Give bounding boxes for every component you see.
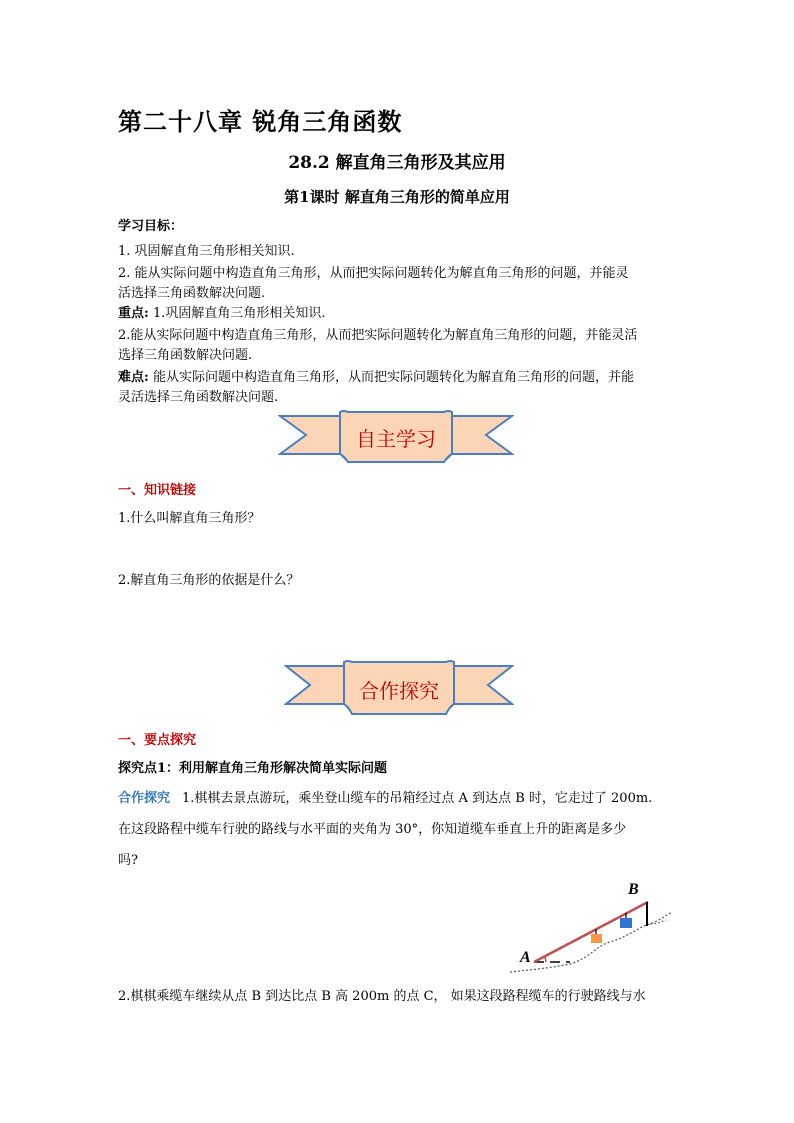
problem-2-line: 2.棋棋乘缆车继续从点 B 到达比点 B 高 200m 的点 C， 如果这段路程缆车的行驶路线与水 xyxy=(118,989,646,1004)
problem-1-line: 在这段路程中缆车行驶的路线与水平面的夹角为 30°，你知道缆车垂直上升的距离是多少 xyxy=(118,822,627,837)
objectives-heading: 学习目标： xyxy=(118,219,184,234)
objective-item: 1. 巩固解直角三角形相关知识. xyxy=(118,244,295,259)
difficulties-text: 能从实际问题中构造直角三角形，从而把实际问题转化为解直角三角形的问题，并能 xyxy=(148,370,634,385)
explore-point-heading: 探究点1：利用解直角三角形解决简单实际问题 xyxy=(118,761,388,776)
cooperative-explore-banner xyxy=(284,660,514,718)
point-b-label: B xyxy=(628,881,639,898)
cable-car-figure xyxy=(500,876,680,980)
self-study-banner xyxy=(278,410,514,466)
cable-car-orange xyxy=(591,934,602,943)
key-points-label: 重点: xyxy=(118,306,149,321)
key-explore-heading: 一、要点探究 xyxy=(118,733,197,748)
knowledge-link-heading: 一、知识链接 xyxy=(118,483,197,498)
key-points-line: 2.能从实际问题中构造直角三角形，从而把实际问题转化为解直角三角形的问题，并能灵活 xyxy=(118,328,638,343)
difficulties-line: 灵活选择三角函数解决问题. xyxy=(118,390,279,405)
point-a-label: A xyxy=(520,949,531,966)
cable-car-blue xyxy=(620,918,632,928)
cooperative-explore-label: 合作探究 xyxy=(118,791,171,806)
problem-1-line: 吗? xyxy=(118,853,138,868)
key-points-line: 选择三角函数解决问题. xyxy=(118,348,253,363)
chapter-title: 第二十八章 锐角三角函数 xyxy=(118,107,403,136)
self-study-banner-text: 自主学习 xyxy=(356,427,436,451)
difficulties-label: 难点: xyxy=(118,370,149,385)
key-points-line xyxy=(118,305,325,323)
objective-item: 活选择三角函数解决问题. xyxy=(118,286,266,301)
lesson-title: 第1课时 解直角三角形的简单应用 xyxy=(284,188,510,206)
key-points-text: 1.巩固解直角三角形相关知识. xyxy=(148,306,326,321)
difficulties-line xyxy=(118,369,634,387)
section-title: 28.2 解直角三角形及其应用 xyxy=(288,153,506,173)
objective-item: 2. 能从实际问题中构造直角三角形，从而把实际问题转化为解直角三角形的问题，并能灵 xyxy=(118,266,629,281)
question-1: 1.什么叫解直角三角形？ xyxy=(118,511,261,526)
cooperative-explore-banner-text: 合作探究 xyxy=(359,679,439,703)
question-2: 2.解直角三角形的依据是什么？ xyxy=(118,573,300,588)
problem-1-line xyxy=(118,786,652,812)
problem-1-text: 1.棋棋去景点游玩，乘坐登山缆车的吊箱经过点 A 到达点 B 时，它走过了 200m. xyxy=(182,791,653,806)
